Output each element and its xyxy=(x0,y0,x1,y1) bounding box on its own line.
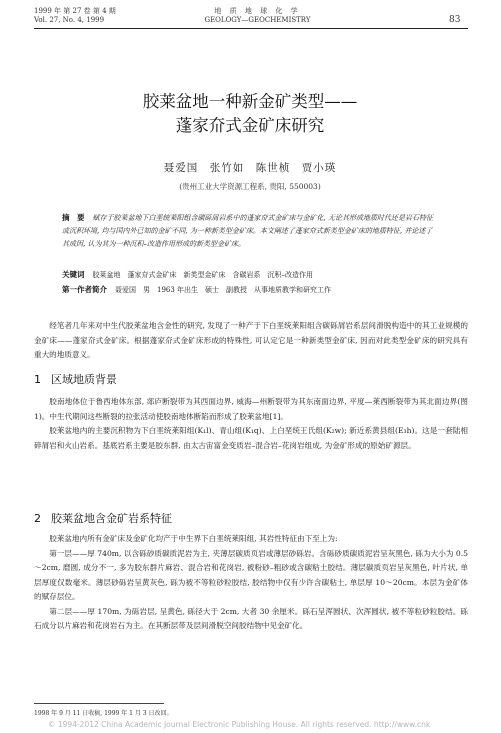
keywords-label: 关键词 xyxy=(62,270,85,279)
title-line-1: 胶莱盆地一种新金矿类型—— xyxy=(142,92,358,111)
intro-block xyxy=(34,319,468,363)
copyright-watermark: © 1994-2012 China Academic Journal Electronic Publishing House. All rights reserved. http://www.cnk xyxy=(48,720,431,729)
abstract xyxy=(62,211,438,251)
affiliation: (贵州工业大学资源工程系, 贵阳, 550003) xyxy=(179,182,321,191)
author-bio xyxy=(62,285,442,295)
section-1-heading xyxy=(34,373,117,387)
journal-name-en: GEOLOGY—GEOCHEMISTRY xyxy=(204,16,311,24)
section-2-paragraph-2: 第一层——厚 740m, 以含砾砂质碳质泥岩为主, 夹薄层碳质页岩或薄层砂砾岩。含砾砂质碳质泥岩呈灰黑色, 砾为大小为 0.5～2cm, 磨圆, 成分不一, 多为胶东群片麻岩、混合岩和花岗岩, 被粉砂–粗砂或含碳粘土胶结。薄层碳质页岩呈灰黑色, 叶片状, 单层厚度仅数毫米。薄层砂砾岩呈黄灰色, 砾为被不等粒砂粒胶结, 胶结物中仅有少许含碳粘土, 单层厚 10～20cm。本层为金矿体的赋存层位。 xyxy=(34,548,468,601)
header-rule xyxy=(34,28,468,29)
author-bio-label: 第一作者简介 xyxy=(62,285,107,294)
journal-name-header xyxy=(170,7,345,25)
section-1-paragraph-2: 胶莱盆地内的主要沉积物为下白垩统莱阳组(K₁l)、青山组(K₁q)、上白垩统王氏组(K₂w); 新近系黄县组(E₃h)。这是一套陆相碎屑岩和火山岩系。基底岩系主要是胶东群, 由太古宙富金变质岩–混合岩–花岗岩组成, 为金矿形成的原始矿源层。 xyxy=(34,426,468,450)
section-2-body xyxy=(34,532,468,634)
keywords-text: 胶莱盆地 蓬家夼式金矿床 新类型金矿床 含碳岩系 沉积–改造作用 xyxy=(92,271,313,279)
section-2-paragraph-1: 胶莱盆地内所有金矿床及金矿化均产于中生界下白垩统莱阳组, 其岩性特征由下至上为: xyxy=(49,534,338,543)
section-1-body xyxy=(34,395,468,453)
section-1-number: 1 xyxy=(34,373,41,386)
abstract-label: 摘 要 xyxy=(62,213,85,222)
footnote-rule xyxy=(34,703,164,704)
keywords xyxy=(62,270,442,280)
journal-issue-cn: 1999 年 第 27 卷 第 4 期 xyxy=(34,7,116,15)
section-2-paragraph-3: 第二层——厚 170m, 为砾岩层, 呈黄色, 砾径大于 2cm, 大者 30 余厘米。砾石呈浑圆状、次浑圆状, 被不等粒砂粒胶结。砾石成分以片麻岩和花岗岩石为主。在其断层带及层间滑脱空间胶结物中见金矿化。 xyxy=(34,606,468,630)
journal-name-cn: 地 质 地 球 化 学 xyxy=(214,7,301,15)
authors: 聂爱国 张竹如 陈世桢 贾小瑛 xyxy=(163,162,337,174)
footnote-received: 1998 年 9 月 11 日收稿, 1999 年 1 月 3 日改回。 xyxy=(34,710,173,717)
author-bio-text: 聂爱国 男 1963 年出生 硕士 副教授 从事地质教学和研究工作 xyxy=(115,286,332,294)
section-2-heading xyxy=(34,512,172,526)
journal-issue-en: Vol. 27, No. 4, 1999 xyxy=(34,16,105,24)
abstract-text: 赋存于胶莱盆地下白垩统莱阳组含碳砾屑岩系中的蓬家夼式金矿床与金矿化, 无论其形成地质时代还是岩石特征或沉积环境, 均与国内外已知的金矿不同, 为一种新类型金矿床。本文阐述了蓬家夼式新类型金矿床的地质特征, 并论述了其成因, 认为其为一种沉积–改造作用形成的新类型金矿床。 xyxy=(62,214,433,248)
section-2-title: 胶莱盆地含金矿岩系特征 xyxy=(51,512,172,525)
page-number: 83 xyxy=(449,15,461,25)
section-1-title: 区域地质背景 xyxy=(51,373,117,386)
title-line-2: 蓬家夼式金矿床研究 xyxy=(175,116,325,135)
journal-issue-header xyxy=(34,7,116,25)
section-1-paragraph-1: 胶南地体位于鲁西地体东部, 郯庐断裂带为其西面边界, 威海—州断裂带为其东南面边界, 平度—莱西断裂带为其北面边界(图 1)。中生代期间这些断裂的拉张活动使胶南地体断陷而形成了胶莱盆地[1]。 xyxy=(34,397,468,421)
intro-paragraph: 经笔者几年来对中生代胶莱盆地含金性的研究, 发现了一种产于下白垩统莱阳组含碳砾屑岩系层间滑脱构造中的其工业规模的金矿床——蓬家夼式金矿床。根据蓬家夼式金矿床形成的特殊性, 可认定它是一种新类型金矿床, 因而对此类型金矿床的研究具有重大的地质意义。 xyxy=(34,321,468,359)
section-2-number: 2 xyxy=(34,512,41,525)
